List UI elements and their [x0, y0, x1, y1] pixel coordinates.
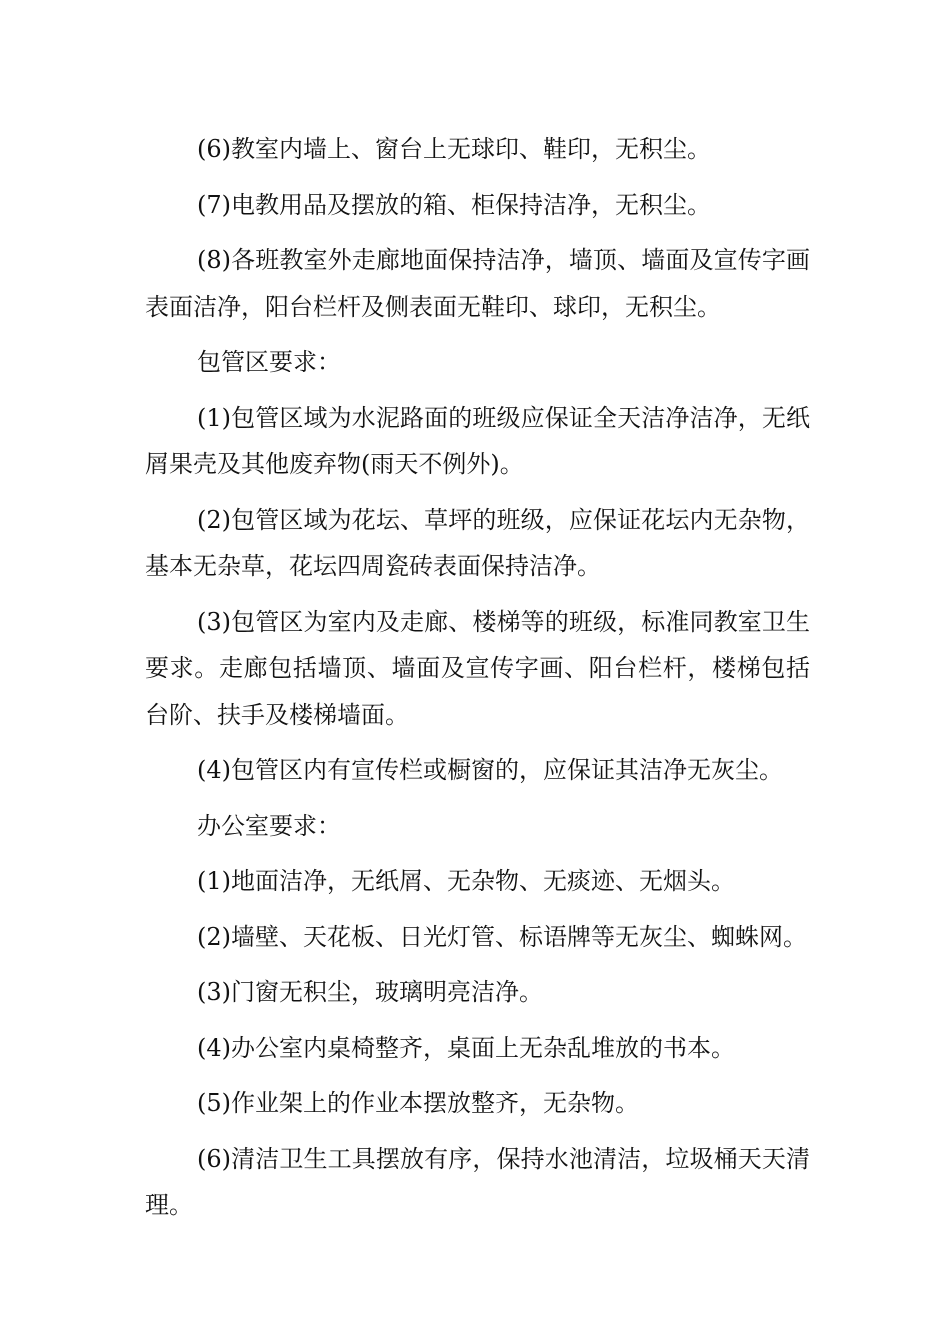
- paragraph-classroom-7: (7)电教用品及摆放的箱、柜保持洁净，无积尘。: [197, 190, 711, 219]
- paragraph-managed-area-2: (2)包管区域为花坛、草坪的班级，应保证花坛内无杂物，基本无杂草，花坛四周瓷砖表面保持洁净。: [145, 505, 810, 580]
- paragraph-managed-area-3: (3)包管区为室内及走廊、楼梯等的班级，标准同教室卫生要求。走廊包括墙顶、墙面及宣传字画、阳台栏杆，楼梯包括台阶、扶手及楼梯墙面。: [145, 607, 810, 729]
- paragraph-classroom-8: (8)各班教室外走廊地面保持洁净，墙顶、墙面及宣传字画表面洁净，阳台栏杆及侧表面无鞋印、球印，无积尘。: [145, 246, 810, 321]
- paragraph-managed-area-1: (1)包管区域为水泥路面的班级应保证全天洁净洁净，无纸屑果壳及其他废弃物(雨天不例外)。: [145, 403, 810, 478]
- paragraph-office-6: (6)清洁卫生工具摆放有序，保持水池清洁，垃圾桶天天清理。: [145, 1144, 810, 1219]
- document-body: [145, 126, 810, 1238]
- paragraph-classroom-6: (6)教室内墙上、窗台上无球印、鞋印，无积尘。: [197, 135, 711, 163]
- paragraph-office-5: (5)作业架上的作业本摆放整齐，无杂物。: [197, 1089, 639, 1117]
- section-heading-managed-area: 包管区要求：: [197, 348, 341, 376]
- paragraph-office-4: (4)办公室内桌椅整齐，桌面上无杂乱堆放的书本。: [197, 1033, 735, 1062]
- paragraph-office-2: (2)墙壁、天花板、日光灯管、标语牌等无灰尘、蜘蛛网。: [197, 922, 807, 951]
- paragraph-office-3: (3)门窗无积尘，玻璃明亮洁净。: [197, 978, 543, 1006]
- section-heading-office: 办公室要求：: [197, 811, 341, 840]
- paragraph-managed-area-4: (4)包管区内有宣传栏或橱窗的，应保证其洁净无灰尘。: [197, 756, 783, 784]
- paragraph-office-1: (1)地面洁净，无纸屑、无杂物、无痰迹、无烟头。: [197, 867, 735, 895]
